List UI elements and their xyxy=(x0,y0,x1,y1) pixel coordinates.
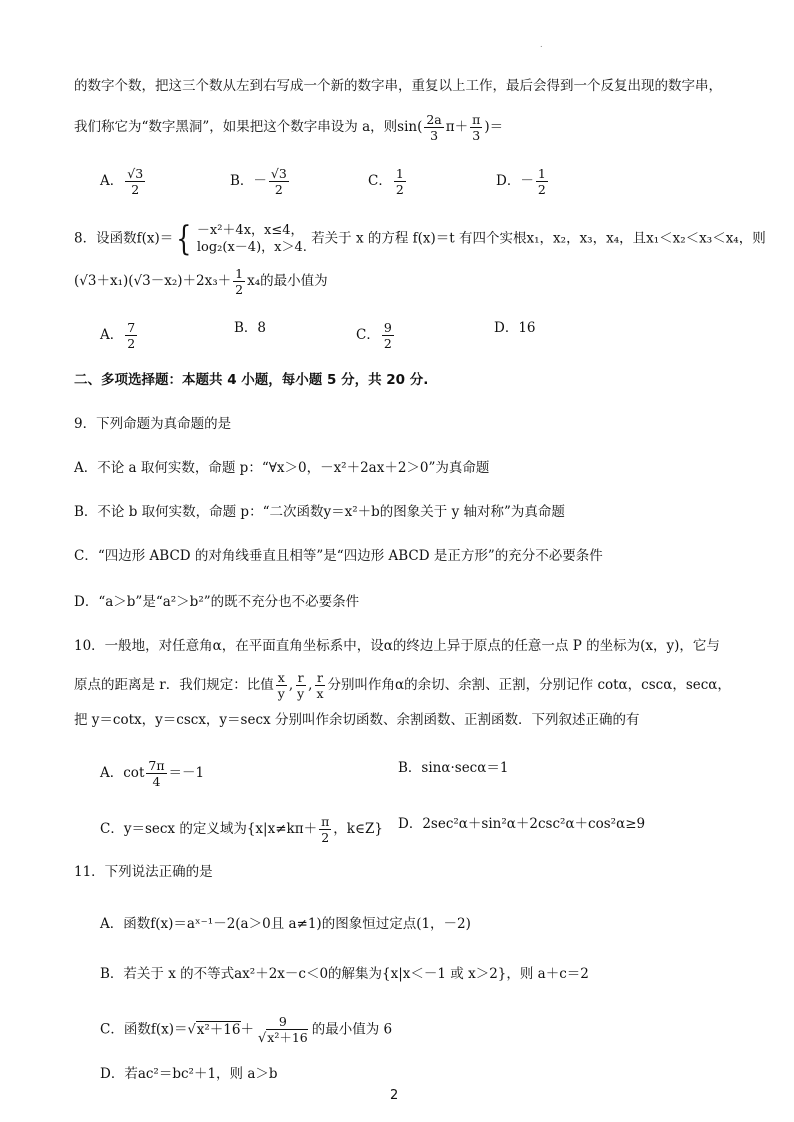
q8-prefix: 8．设函数f(x)＝ xyxy=(74,230,174,247)
q8-frac-num: 1 xyxy=(235,266,244,281)
q10-option-a xyxy=(100,758,204,789)
q7-frac1-den: 3 xyxy=(430,128,439,143)
q7-line2-text: 我们称它为“数字黑洞”，如果把这个数字串设为 a，则sin( xyxy=(74,119,423,135)
q10-frac1-num: x xyxy=(277,670,285,685)
q7-option-c-frac xyxy=(394,166,406,197)
q7-option-a xyxy=(100,166,147,197)
q10-frac-r-x xyxy=(314,670,325,701)
q7-option-a-frac xyxy=(125,166,145,197)
q8-line1 xyxy=(74,219,766,259)
q8-case1: －x²＋4x，x≤4， xyxy=(196,223,304,238)
q7-frac1 xyxy=(424,112,443,143)
q7-option-b-sign: － xyxy=(253,173,267,189)
q8-line2-b: x₄的最小值为 xyxy=(247,273,328,289)
q10-option-a-post: ＝－1 xyxy=(168,765,205,781)
q8-option-b xyxy=(234,318,266,338)
q7-line1: 的数字个数，把这三个数从左到右写成一个新的数字串，重复以上工作，最后会得到一个反复出现的数字串， xyxy=(74,78,722,94)
q7-option-a-den: 2 xyxy=(131,182,140,197)
q9-option-c: C．“四边形 ABCD 的对角线垂直且相等”是“四边形 ABCD 是正方形”的充分不必要条件 xyxy=(74,548,603,564)
q11-stem: 11．下列说法正确的是 xyxy=(74,864,213,880)
q10-option-d: D．2sec²α＋sin²α＋2csc²α＋cos²α≥9 xyxy=(398,816,646,832)
q7-option-d-num: 1 xyxy=(537,166,546,181)
q7-frac2-den: 3 xyxy=(472,128,481,143)
q11-option-c-frac xyxy=(256,1014,310,1046)
q10-line1: 10．一般地，对任意角α，在平面直角坐标系中，设α的终边上异于原点的任意一点 P 的坐标为(x，y)，它与 xyxy=(74,638,720,654)
q7-option-b-label: B． xyxy=(230,173,254,189)
sqrt-symbol: √ xyxy=(258,1031,267,1046)
q10-line2-a: 原点的距离是 r．我们规定：比值 xyxy=(74,677,274,693)
q8-line2-a: (√3＋x₁)(√3－x₂)＋2x₃＋ xyxy=(74,273,232,289)
q8-option-a-frac xyxy=(125,320,137,351)
q8-option-c-frac xyxy=(382,320,394,351)
q8-option-d-label: D． xyxy=(494,320,519,336)
q8-line2 xyxy=(74,266,328,297)
q11-option-c-post: 的最小值为 6 xyxy=(311,1021,393,1038)
q7-frac2-num: π xyxy=(472,112,481,127)
q8-option-a xyxy=(100,320,139,351)
scan-dot: . xyxy=(540,40,543,49)
q10-option-a-pre: A．cot xyxy=(100,765,145,781)
q8-suffix: 若关于 x 的方程 f(x)＝t 有四个实根x₁，x₂，x₃，x₄，且x₁＜x₂＜x₃＜x₄，则 xyxy=(306,230,766,247)
q10-option-a-num: 7π xyxy=(148,758,165,773)
q10-option-b: B．sinα·secα＝1 xyxy=(398,760,509,776)
q7-line2-end: )＝ xyxy=(484,119,504,135)
q10-option-c-post: ，k∈Z} xyxy=(333,821,383,837)
q7-option-d-sign: － xyxy=(520,173,534,189)
q8-option-c-num: 9 xyxy=(383,320,392,335)
q8-option-c-label: C． xyxy=(356,327,380,343)
q7-option-d-den: 2 xyxy=(537,182,546,197)
q10-frac2-num: r xyxy=(297,670,304,685)
q7-line2-mid: π＋ xyxy=(445,119,469,135)
q11-option-c-plus: ＋ xyxy=(240,1021,254,1038)
q8-option-c-den: 2 xyxy=(383,336,392,351)
q8-case2: log₂(x－4)，x＞4. xyxy=(196,240,307,255)
q7-option-d-label: D． xyxy=(496,173,521,189)
q10-comma2: , xyxy=(308,677,313,693)
q8-option-b-label: B． xyxy=(234,320,258,336)
q7-option-c xyxy=(368,166,408,197)
q11-option-d: D．若ac²＝bc²＋1，则 a＞b xyxy=(100,1066,278,1082)
q10-comma1: , xyxy=(288,677,294,693)
q7-option-b-frac xyxy=(269,166,289,197)
q10-line2-b: 分别叫作角α的余切、余割、正割，分别记作 cotα，cscα，secα， xyxy=(327,677,731,693)
q11-option-c-radicand: x²＋16 xyxy=(196,1021,241,1038)
q8-option-a-label: A． xyxy=(100,327,124,343)
q10-frac2-den: y xyxy=(297,686,305,701)
q7-option-c-den: 2 xyxy=(395,182,404,197)
q11-option-c xyxy=(100,1014,392,1046)
q10-frac3-num: r xyxy=(317,670,323,685)
q8-option-a-num: 7 xyxy=(127,320,136,335)
q11-option-c-den-wrap xyxy=(256,1030,310,1046)
q8-frac-den: 2 xyxy=(235,282,244,297)
q10-frac-x-y xyxy=(276,670,287,701)
q7-option-d-frac xyxy=(536,166,548,197)
q10-frac-r-y xyxy=(295,670,306,701)
q7-frac2 xyxy=(470,112,482,143)
q7-option-d xyxy=(496,166,550,197)
q10-option-c-frac xyxy=(319,814,331,845)
q10-option-a-den: 4 xyxy=(152,774,161,789)
q9-option-a: A．不论 a 取何实数，命题 p：“∀x＞0，－x²＋2ax＋2＞0”为真命题 xyxy=(74,460,490,476)
page-number: 2 xyxy=(390,1088,399,1103)
q8-brace-glyph: { xyxy=(176,219,192,259)
section2-heading: 二、多项选择题：本题共 4 小题，每小题 5 分，共 20 分. xyxy=(74,372,429,388)
q7-option-b-den: 2 xyxy=(274,182,283,197)
q8-option-d-value: 16 xyxy=(518,320,536,336)
q7-option-b xyxy=(230,166,291,197)
q9-option-b: B．不论 b 取何实数，命题 p：“二次函数y＝x²＋b的图象关于 y 轴对称”为真命题 xyxy=(74,504,565,520)
q7-option-b-num: √3 xyxy=(270,166,287,181)
q9-option-d: D．“a＞b”是“a²＞b²”的既不充分也不必要条件 xyxy=(74,594,360,610)
q7-option-a-label: A． xyxy=(100,173,124,189)
q11-option-c-pre: C．函数f(x)＝ xyxy=(100,1021,188,1038)
q7-option-a-num: √3 xyxy=(127,166,144,181)
q11-option-b: B．若关于 x 的不等式ax²＋2x－c＜0的解集为{x|x＜－1 或 x＞2}，则 a＋c＝2 xyxy=(100,966,589,982)
q10-option-a-frac xyxy=(146,758,166,789)
q8-option-b-value: 8 xyxy=(257,320,267,336)
sqrt-symbol: √ xyxy=(187,1022,196,1038)
q7-option-c-label: C． xyxy=(368,173,392,189)
q7-frac1-num: 2a xyxy=(426,112,442,127)
q8-piecewise xyxy=(173,219,307,259)
q10-line3: 把 y＝cotx，y＝cscx，y＝secx 分别叫作余切函数、余割函数、正割函数．下列叙述正确的有 xyxy=(74,712,640,728)
q8-frac xyxy=(233,266,245,297)
q11-option-c-den: x²＋16 xyxy=(267,1030,308,1045)
q11-option-c-num: 9 xyxy=(278,1014,287,1029)
q9-stem: 9．下列命题为真命题的是 xyxy=(74,416,232,432)
q10-frac1-den: y xyxy=(277,686,285,701)
q10-frac3-den: x xyxy=(316,686,324,701)
q7-option-c-num: 1 xyxy=(395,166,404,181)
q10-line2 xyxy=(74,670,731,701)
q8-option-c xyxy=(356,320,396,351)
q8-option-a-den: 2 xyxy=(127,336,136,351)
q10-option-c-pre: C．y＝secx 的定义域为{x|x≠kπ＋ xyxy=(100,821,318,837)
q11-option-a: A．函数f(x)＝aˣ⁻¹－2(a＞0且 a≠1)的图象恒过定点(1，－2) xyxy=(100,916,471,932)
q10-option-c-den: 2 xyxy=(321,830,330,845)
q8-option-d xyxy=(494,318,536,338)
q7-line2 xyxy=(74,112,503,143)
q10-option-c xyxy=(100,814,383,845)
q10-option-c-num: π xyxy=(321,814,330,829)
